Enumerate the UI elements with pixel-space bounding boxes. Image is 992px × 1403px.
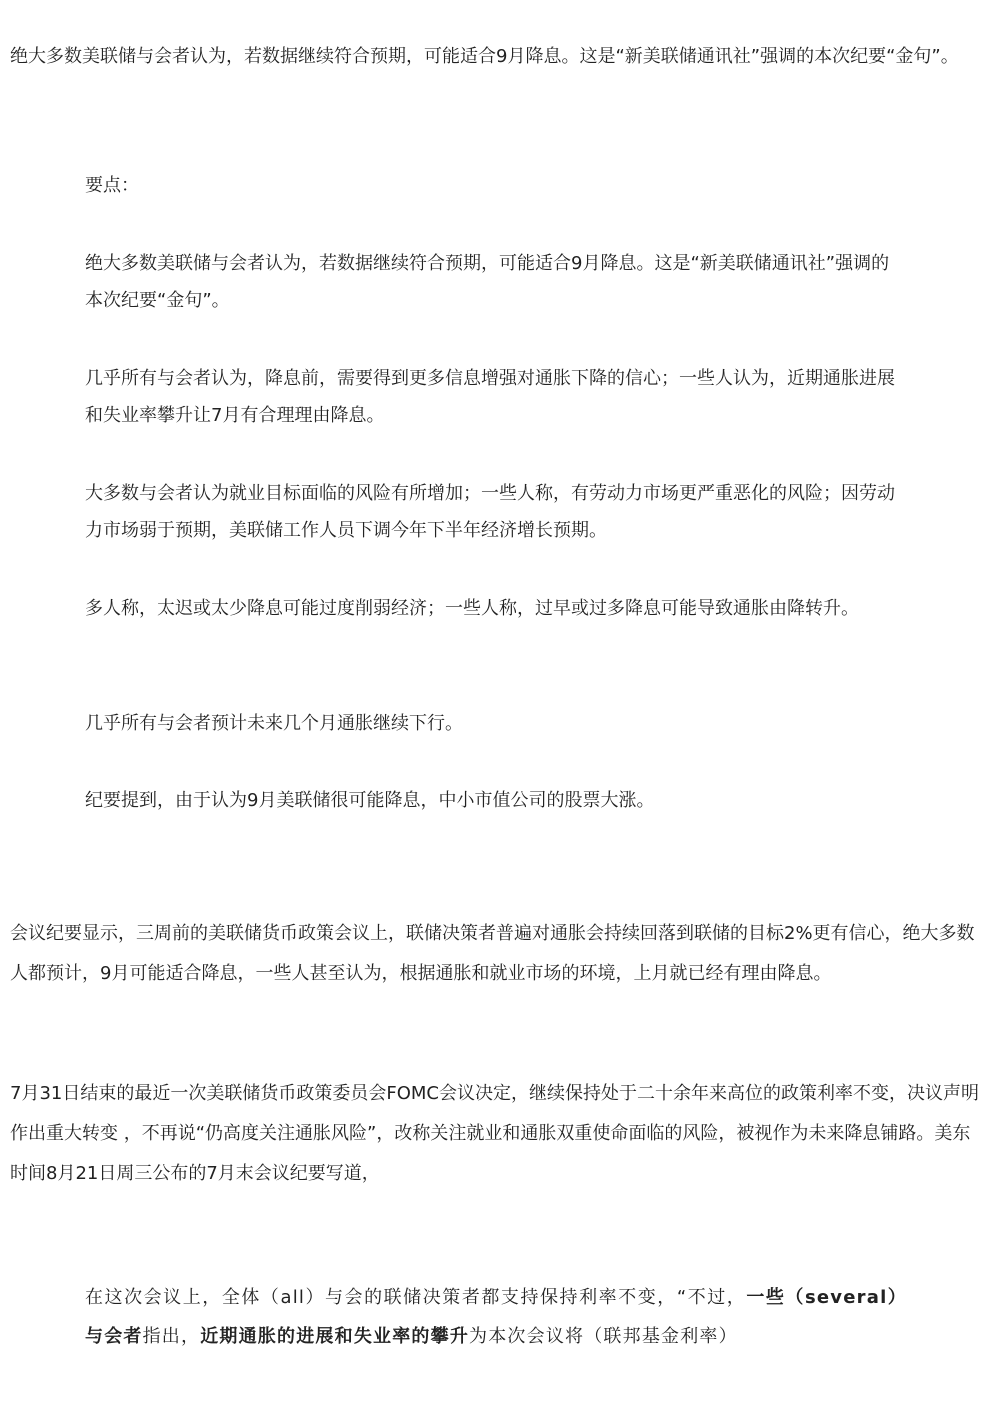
key-point-3: 大多数与会者认为就业目标面临的风险有所增加；一些人称，有劳动力市场更严重恶化的风险；因劳动力市场弱于预期，美联储工作人员下调今年下半年经济增长预期。: [85, 483, 895, 541]
quote-bold-2: 近期通胀的进展和失业率的攀升: [200, 1326, 470, 1347]
body-paragraph-1: 会议纪要显示，三周前的美联储货币政策会议上，联储决策者普遍对通胀会持续回落到联储的目标2%更有信心，绝大多数人都预计，9月可能适合降息，一些人甚至认为，根据通胀和就业市场的环境，上月就已经有理由降息。: [10, 923, 975, 984]
key-points-label: 要点：: [85, 175, 139, 196]
key-point-2: 几乎所有与会者认为，降息前，需要得到更多信息增强对通胀下降的信心；一些人认为，近期通胀进展和失业率攀升让7月有合理理由降息。: [85, 368, 895, 426]
quote-paragraph: [85, 1278, 907, 1356]
quote-text-1: 在这次会议上，全体（all）与会的联储决策者都支持保持利率不变，“不过，: [85, 1287, 747, 1308]
quote-text-2: 指出，: [142, 1326, 201, 1347]
key-point-1: 绝大多数美联储与会者认为，若数据继续符合预期，可能适合9月降息。这是“新美联储通讯社”强调的本次纪要“金句”。: [85, 253, 890, 311]
key-point-5: 几乎所有与会者预计未来几个月通胀继续下行。: [85, 713, 463, 734]
intro-paragraph: 绝大多数美联储与会者认为，若数据继续符合预期，可能适合9月降息。这是“新美联储通讯社”强调的本次纪要“金句”。: [10, 46, 959, 67]
key-point-4: 多人称，太迟或太少降息可能过度削弱经济；一些人称，过早或过多降息可能导致通胀由降转升。: [85, 598, 859, 619]
quote-text-3: 为本次会议将（联邦基金利率）: [469, 1326, 738, 1347]
quote-bold-1: 一些（several）与会者: [85, 1287, 907, 1347]
body-paragraph-2: 7月31日结束的最近一次美联储货币政策委员会FOMC会议决定，继续保持处于二十余年来高位的政策利率不变，决议声明作出重大转变 ，不再说“仍高度关注通胀风险”，改称关注就业和通胀双重使命面临的风险，被视作为未来降息铺路。美东时间8月21日周三公布的7月末会议纪要写道，: [10, 1083, 979, 1184]
key-point-6: 纪要提到，由于认为9月美联储很可能降息，中小市值公司的股票大涨。: [85, 790, 655, 811]
